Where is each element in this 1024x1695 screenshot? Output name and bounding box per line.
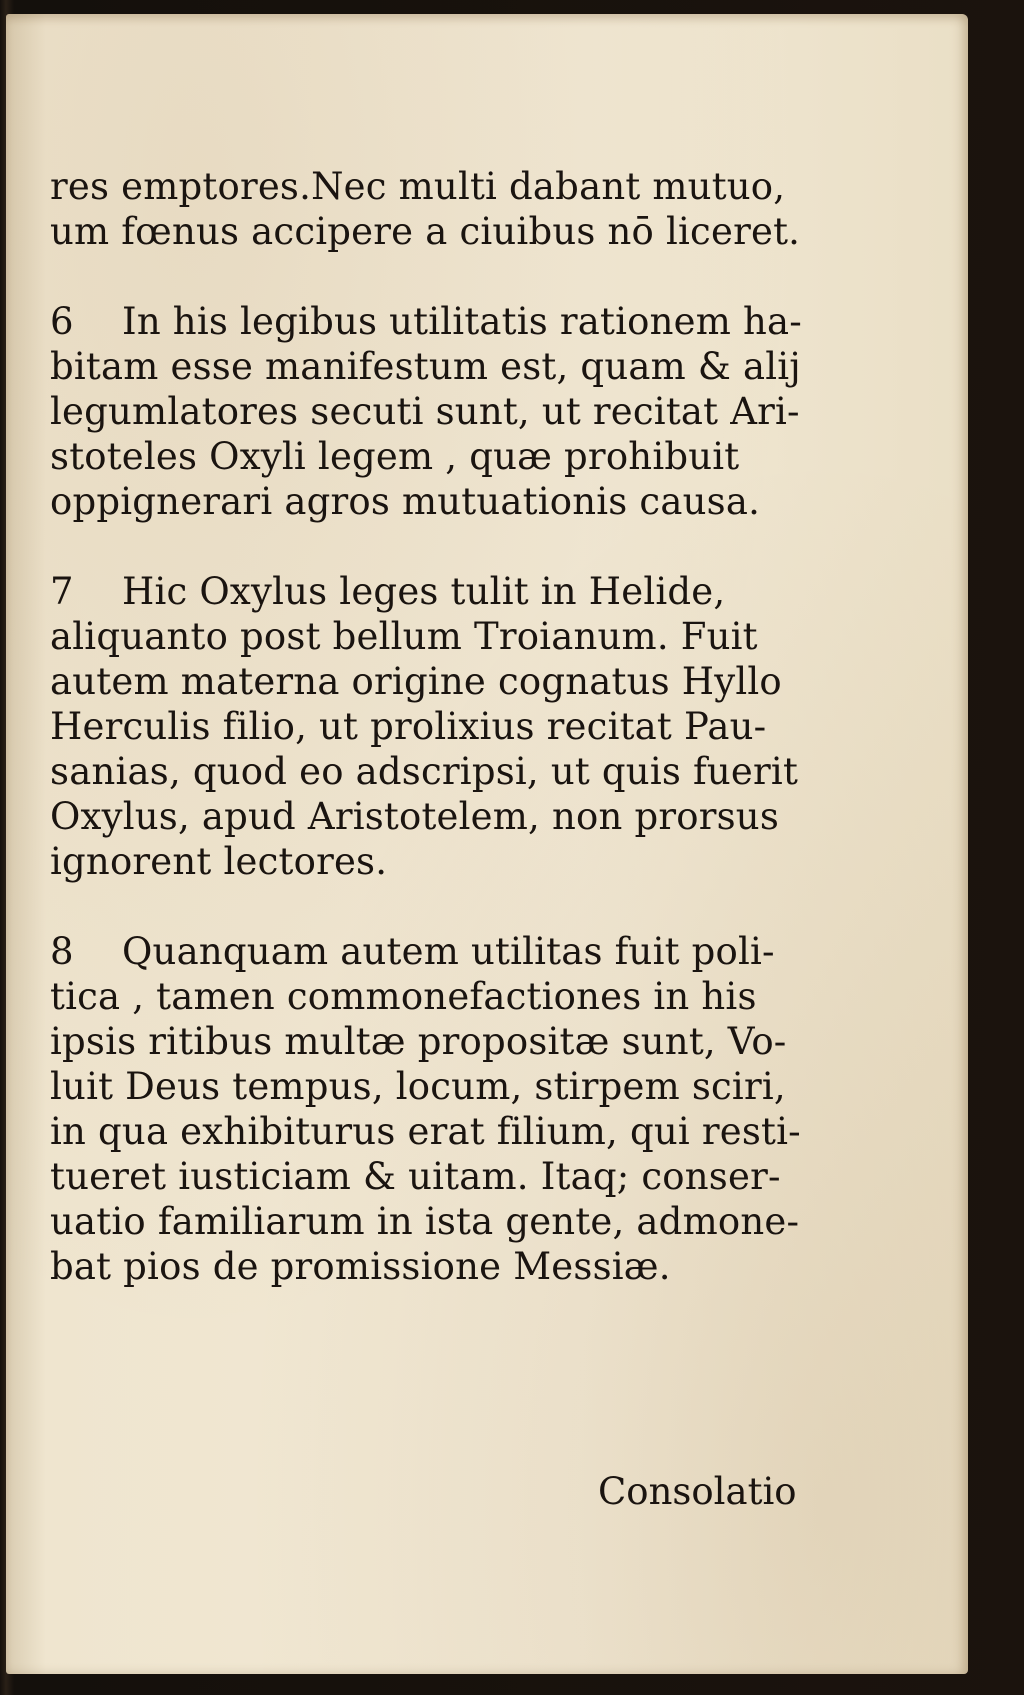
text-line-first xyxy=(50,299,830,344)
text-line: Oxylus, apud Aristotelem, non prorsus xyxy=(50,795,780,838)
text-line: bitam esse manifestum est, quam & alij xyxy=(50,345,801,388)
text-line: sanias, quod eo adscripsi, ut quis fuerit xyxy=(50,750,799,793)
paragraph-number: 8 xyxy=(50,930,74,973)
text-line: autem materna origine cognatus Hyllo xyxy=(50,660,782,703)
paragraph-number: 6 xyxy=(50,300,74,343)
paragraph-continuation xyxy=(50,164,830,254)
text-line: ignorent lectores. xyxy=(50,840,388,883)
paragraph-6 xyxy=(50,299,830,524)
text-line: tica , tamen commonefactiones in his xyxy=(50,975,757,1018)
text-line: aliquanto post bellum Troianum. Fuit xyxy=(50,615,758,658)
text-line: Herculis filio, ut prolixius recitat Pau- xyxy=(50,705,767,748)
text-line: Hic Oxylus leges tulit in Helide, xyxy=(122,570,726,613)
text-line: luit Deus tempus, locum, stirpem sciri, xyxy=(50,1065,786,1108)
text-line-first xyxy=(50,569,830,614)
text-line: bat pios de promissione Messiæ. xyxy=(50,1245,671,1288)
paragraph-number: 7 xyxy=(50,570,74,613)
text-line: oppignerari agros mutuationis causa. xyxy=(50,480,761,523)
text-line-first xyxy=(50,929,830,974)
text-line: legumlatores secuti sunt, ut recitat Ari- xyxy=(50,390,800,433)
text-line: um fœnus accipere a ciuibus nō liceret. xyxy=(50,210,801,253)
paragraph-7 xyxy=(50,569,830,884)
book-page xyxy=(6,14,968,1674)
text-line: tueret iusticiam & uitam. Itaq; conser- xyxy=(50,1155,781,1198)
text-line: in qua exhibiturus erat filium, qui resti- xyxy=(50,1110,801,1153)
text-line: In his legibus utilitatis rationem ha- xyxy=(122,300,802,343)
text-line: ipsis ritibus multæ propositæ sunt, Vo- xyxy=(50,1020,787,1063)
text-line: uatio familiarum in ista gente, admone- xyxy=(50,1200,800,1243)
body-text xyxy=(50,164,830,1334)
text-line: res emptores.Nec multi dabant mutuo, xyxy=(50,165,786,208)
catchword: Consolatio xyxy=(598,1470,797,1513)
text-line: stoteles Oxyli legem , quæ prohibuit xyxy=(50,435,740,478)
text-line: Quanquam autem utilitas fuit poli- xyxy=(122,930,775,973)
paragraph-8 xyxy=(50,929,830,1289)
